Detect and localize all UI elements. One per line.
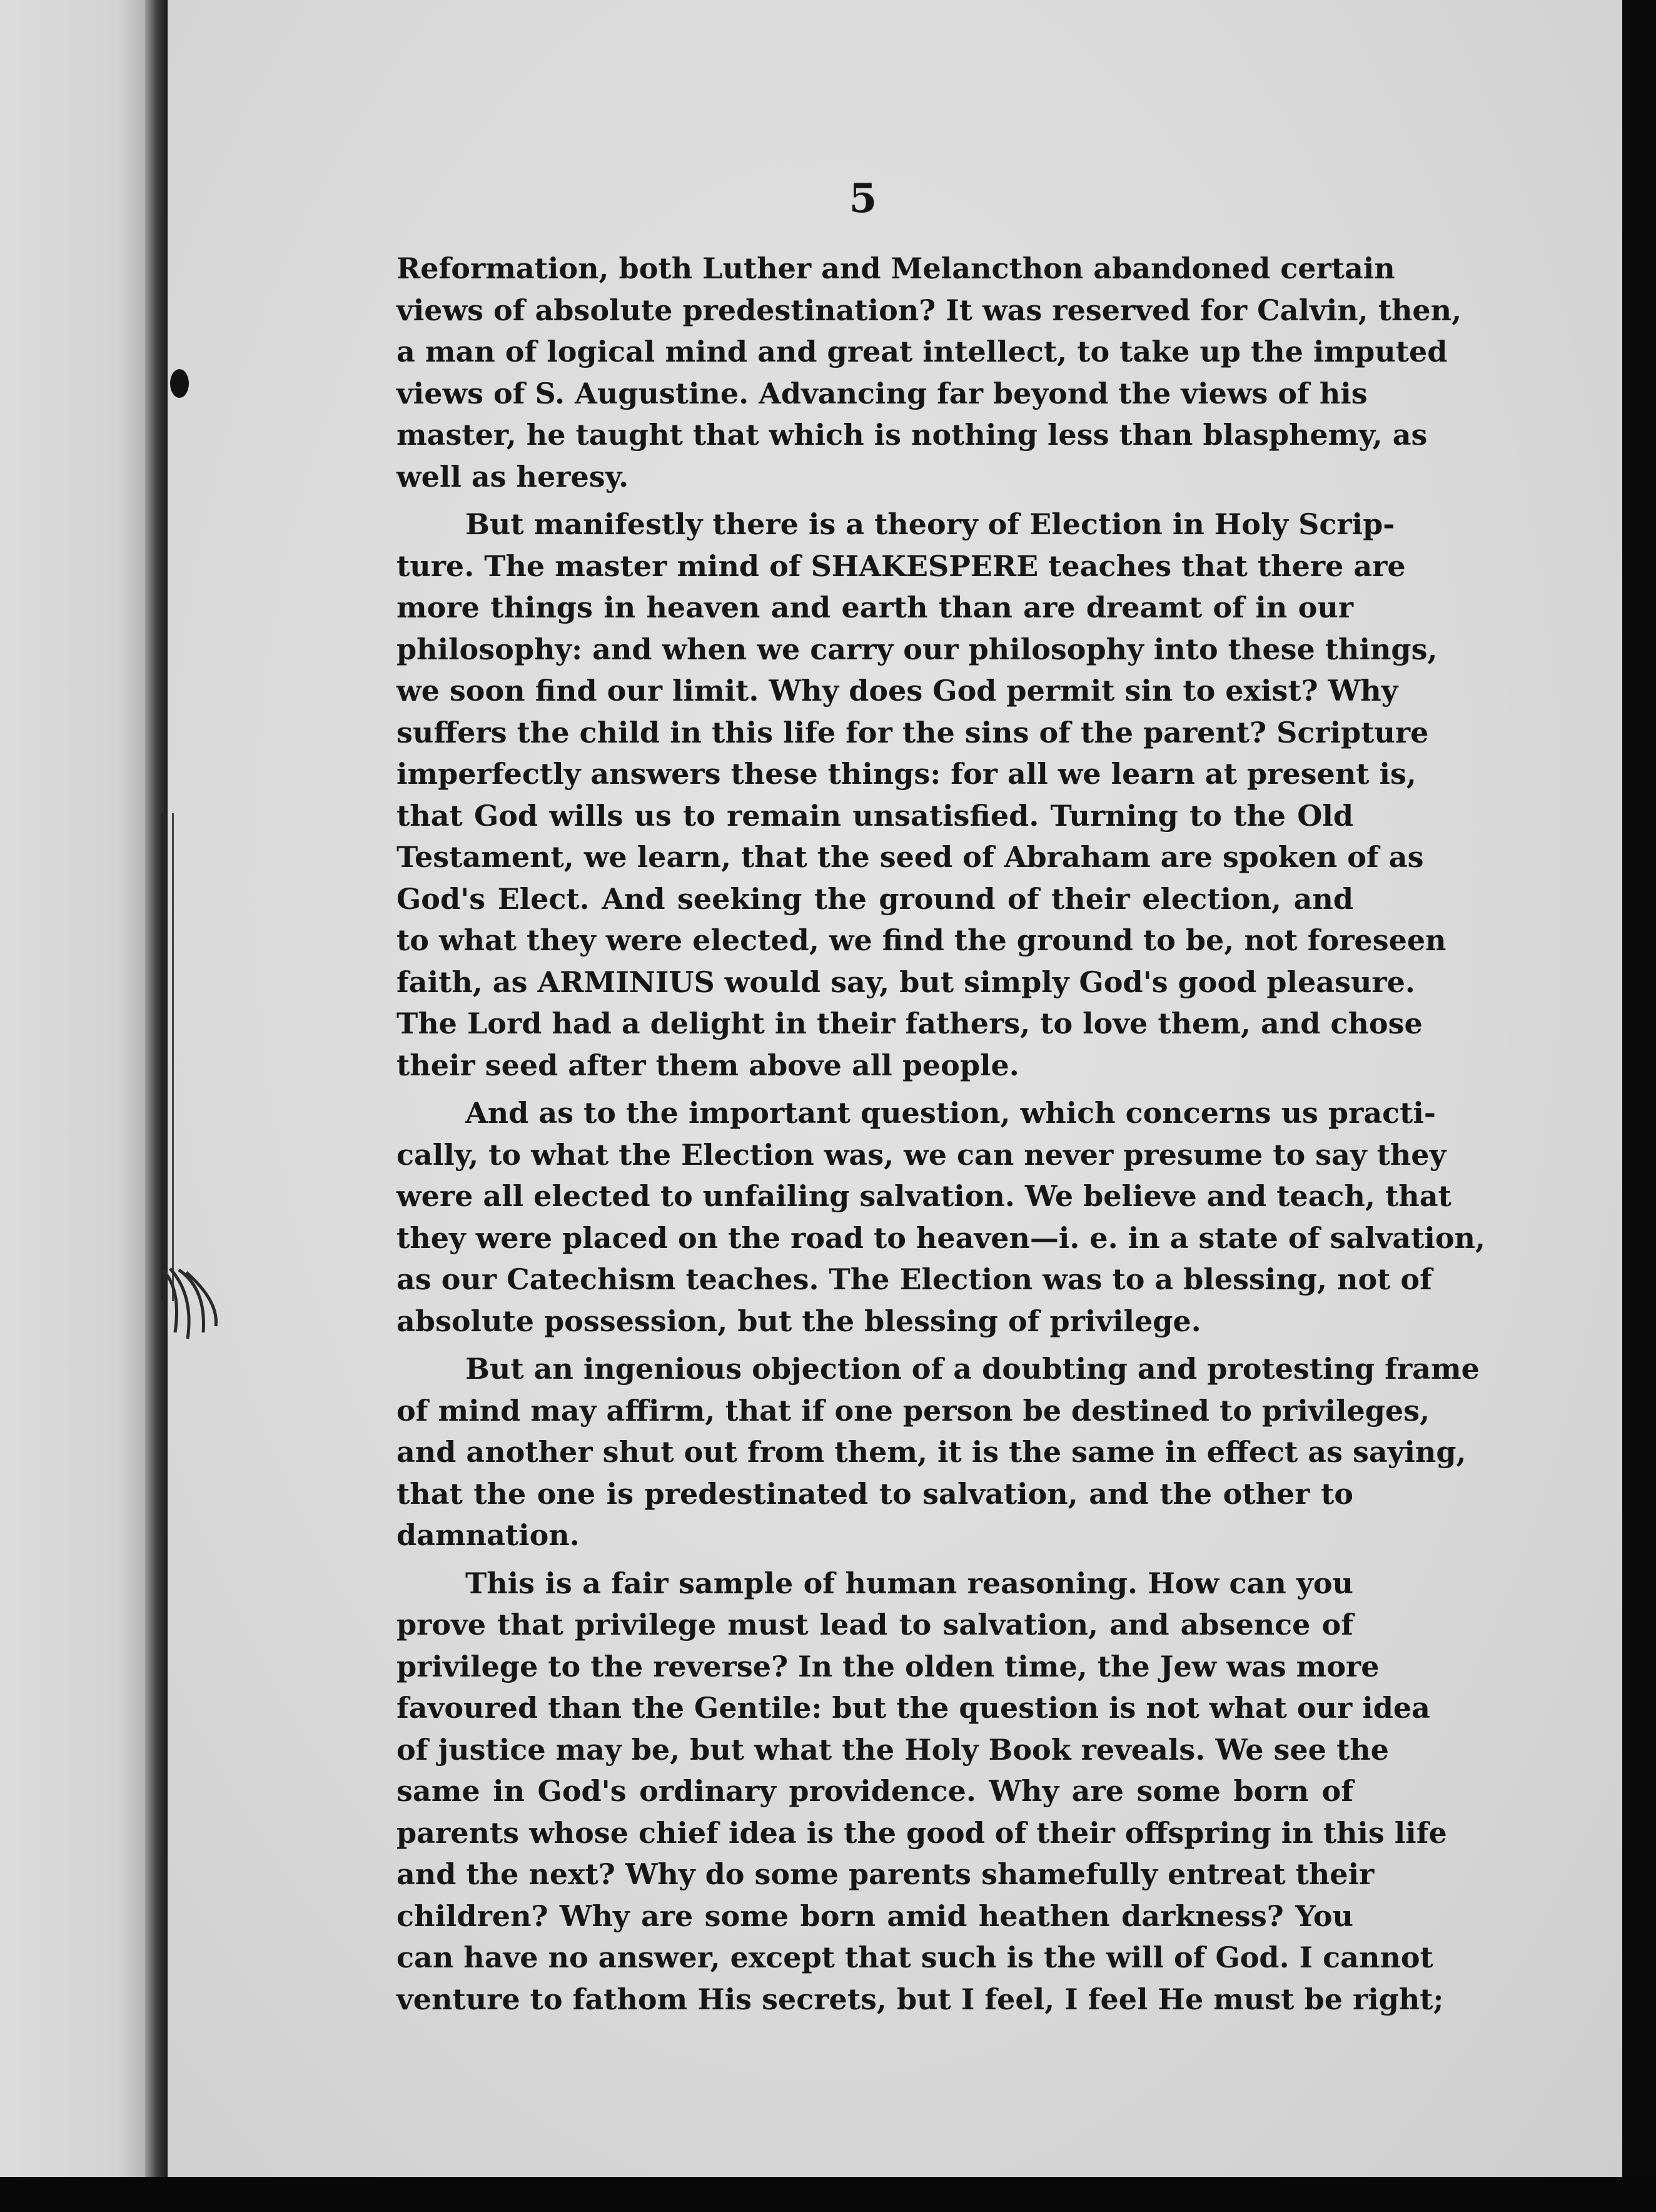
text-line: damnation.	[396, 1518, 580, 1552]
binding-thread	[161, 813, 174, 1301]
text-line: imperfectly answers these things: for all we learn at present is,	[396, 757, 1416, 791]
text-line: of mind may affirm, that if one person be destined to privileges,	[396, 1393, 1430, 1428]
text-line: that the one is predestinated to salvation, and the other to	[396, 1476, 1353, 1511]
text-line: views of absolute predestination? It was reserved for Calvin, then,	[396, 293, 1462, 327]
paragraph	[396, 504, 1446, 1086]
text-line: prove that privilege must lead to salvation, and absence of	[396, 1608, 1353, 1641]
text-line: God's Elect. And seeking the ground of their election, and	[396, 881, 1353, 916]
text-line: cally, to what the Election was, we can never presume to say they	[396, 1137, 1446, 1172]
paragraph	[396, 1348, 1480, 1556]
paragraph	[396, 248, 1462, 497]
ink-blot	[170, 369, 189, 398]
page-number: 5	[849, 175, 877, 222]
scan-border-right	[1622, 0, 1656, 2212]
facing-page-edge	[0, 0, 168, 2212]
text-line: as our Catechism teaches. The Election was to a blessing, not of	[396, 1262, 1432, 1296]
body-text	[396, 248, 1485, 2020]
text-line: But manifestly there is a theory of Election in Holy Scrip-	[465, 507, 1395, 541]
text-line: that God wills us to remain unsatisfied. Turning to the Old	[396, 798, 1353, 833]
text-line: more things in heaven and earth than are dreamt of in our	[396, 591, 1353, 624]
text-line: And as to the important question, which concerns us practi-	[465, 1096, 1436, 1130]
text-line: venture to fathom His secrets, but I feel, I feel He must be right;	[396, 1982, 1444, 2016]
text-line: and another shut out from them, it is the same in effect as saying,	[396, 1435, 1467, 1469]
text-line: views of S. Augustine. Advancing far beyond the views of his	[396, 376, 1368, 410]
text-line: same in God's ordinary providence. Why are some born of	[396, 1774, 1353, 1808]
text-line: privilege to the reverse? In the olden time, the Jew was more	[396, 1649, 1380, 1683]
text-line: The Lord had a delight in their fathers, to love them, and chose	[396, 1007, 1423, 1040]
text-line: But an ingenious objection of a doubting and protesting frame	[465, 1352, 1480, 1386]
scan-border-bottom	[0, 2177, 1656, 2212]
text-line: parents whose chief idea is the good of their offspring in this life	[396, 1815, 1447, 1850]
paragraph	[396, 1563, 1447, 2021]
text-line: Reformation, both Luther and Melancthon abandoned certain	[396, 251, 1395, 285]
text-line: and the next? Why do some parents shamefully entreat their	[396, 1857, 1375, 1891]
text-line: well as heresy.	[396, 459, 629, 494]
text-line: faith, as ARMINIUS would say, but simply God's good pleasure.	[396, 965, 1415, 999]
text-line: suffers the child in this life for the sins of the parent? Scripture	[396, 715, 1429, 749]
text-line: we soon find our limit. Why does God permit sin to exist? Why	[396, 674, 1398, 708]
text-line: philosophy: and when we carry our philosophy into these things,	[396, 632, 1438, 666]
text-line: ture. The master mind of SHAKESPERE teaches that there are	[396, 549, 1406, 583]
text-line: favoured than the Gentile: but the question is not what our idea	[396, 1691, 1430, 1725]
text-line: of justice may be, but what the Holy Book reveals. We see the	[396, 1732, 1389, 1767]
thread-tassel	[156, 1264, 225, 1345]
text-line: were all elected to unfailing salvation. We believe and teach, that	[396, 1179, 1452, 1213]
paragraph	[396, 1092, 1485, 1342]
text-line: a man of logical mind and great intellect, to take up the imputed	[396, 335, 1448, 368]
text-line: master, he taught that which is nothing less than blasphemy, as	[396, 418, 1428, 452]
text-line: their seed after them above all people.	[396, 1048, 1019, 1082]
text-line: Testament, we learn, that the seed of Abraham are spoken of as	[396, 840, 1424, 874]
text-line: This is a fair sample of human reasoning. How can you	[465, 1566, 1353, 1600]
text-line: absolute possession, but the blessing of privilege.	[396, 1304, 1201, 1338]
text-line: can have no answer, except that such is the will of God. I cannot	[396, 1941, 1433, 1974]
text-line: to what they were elected, we find the ground to be, not foreseen	[396, 923, 1446, 957]
text-line: children? Why are some born amid heathen darkness? You	[396, 1899, 1353, 1933]
text-line: they were placed on the road to heaven—i. e. in a state of salvation,	[396, 1220, 1485, 1255]
